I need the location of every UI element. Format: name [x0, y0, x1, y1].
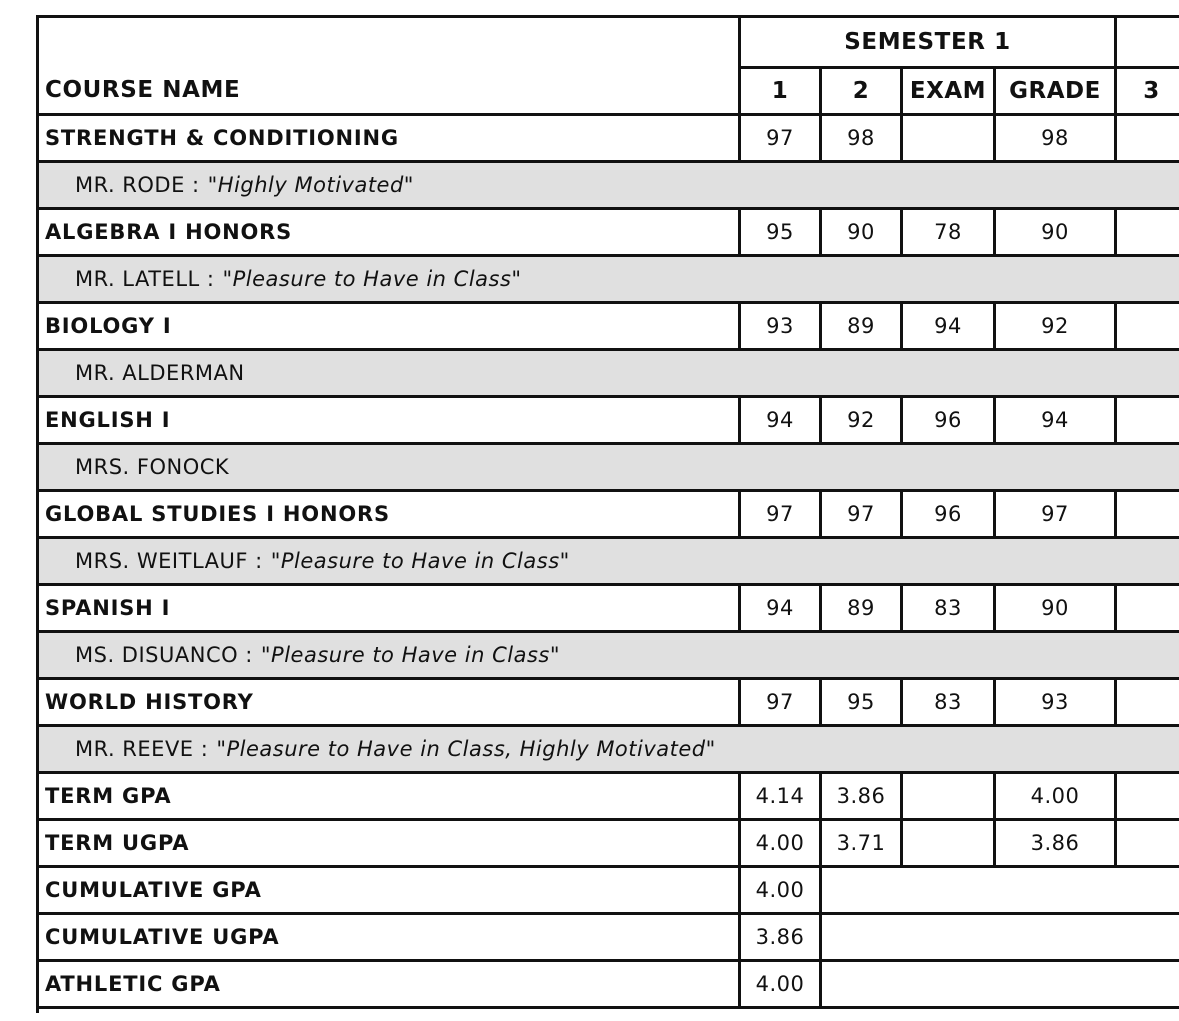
course-name: BIOLOGY I — [39, 304, 741, 351]
cumulative-ugpa-value: 3.86 — [741, 915, 822, 962]
teacher-comment-row — [39, 351, 1179, 398]
quarter-3-score — [1117, 586, 1179, 633]
cumulative-gpa-label: CUMULATIVE GPA — [39, 868, 741, 915]
exam-score: 94 — [903, 304, 996, 351]
teacher-comment-row — [39, 633, 1179, 680]
final-grade: 97 — [996, 492, 1117, 539]
quarter-3-score — [1117, 304, 1179, 351]
exam-score — [903, 116, 996, 163]
course-name-header: COURSE NAME — [39, 18, 741, 116]
final-grade: 94 — [996, 398, 1117, 445]
teacher-comment-row — [39, 163, 1179, 210]
quarter-1-score: 95 — [741, 210, 822, 257]
quarter-2-score: 90 — [822, 210, 903, 257]
quarter-2-score: 89 — [822, 586, 903, 633]
teacher-comment: "Pleasure to Have in Class" — [270, 549, 570, 573]
term-ugpa-exam — [903, 821, 996, 868]
teacher-comment-row — [39, 257, 1179, 304]
semester-header: SEMESTER 1 — [741, 18, 1117, 69]
term-gpa-quarter-2: 3.86 — [822, 774, 903, 821]
exam-score: 83 — [903, 680, 996, 727]
teacher-name: MR. RODE : — [75, 173, 200, 197]
term-ugpa-quarter-2: 3.71 — [822, 821, 903, 868]
athletic-gpa-blank — [822, 962, 1179, 1009]
quarter-1-score: 97 — [741, 116, 822, 163]
teacher-name: MR. REEVE : — [75, 737, 209, 761]
quarter-3-score — [1117, 492, 1179, 539]
teacher-comment-row — [39, 445, 1179, 492]
athletic-gpa-value: 4.00 — [741, 962, 822, 1009]
column-header-quarter-2: 2 — [822, 69, 903, 116]
quarter-2-score: 97 — [822, 492, 903, 539]
term-gpa-label: TERM GPA — [39, 774, 741, 821]
cumulative-ugpa-blank — [822, 915, 1179, 962]
term-ugpa-grade: 3.86 — [996, 821, 1117, 868]
teacher-name: MS. DISUANCO : — [75, 643, 253, 667]
athletic-gpa-label: ATHLETIC GPA — [39, 962, 741, 1009]
teacher-comment: "Pleasure to Have in Class" — [260, 643, 560, 667]
term-gpa-quarter-3 — [1117, 774, 1179, 821]
final-grade: 92 — [996, 304, 1117, 351]
course-name: GLOBAL STUDIES I HONORS — [39, 492, 741, 539]
teacher-name: MRS. WEITLAUF : — [75, 549, 263, 573]
column-header-quarter-1: 1 — [741, 69, 822, 116]
quarter-2-score: 98 — [822, 116, 903, 163]
final-grade: 90 — [996, 210, 1117, 257]
column-header-grade: GRADE — [996, 69, 1117, 116]
column-header-quarter-3: 3 — [1117, 69, 1179, 116]
quarter-1-score: 97 — [741, 680, 822, 727]
final-grade: 98 — [996, 116, 1117, 163]
teacher-comment: "Highly Motivated" — [207, 173, 414, 197]
cumulative-gpa-blank — [822, 868, 1179, 915]
term-gpa-exam — [903, 774, 996, 821]
quarter-1-score: 97 — [741, 492, 822, 539]
column-header-exam: EXAM — [903, 69, 996, 116]
course-name: ENGLISH I — [39, 398, 741, 445]
term-gpa-quarter-1: 4.14 — [741, 774, 822, 821]
quarter-2-score: 92 — [822, 398, 903, 445]
course-name: ALGEBRA I HONORS — [39, 210, 741, 257]
term-ugpa-quarter-3 — [1117, 821, 1179, 868]
quarter-3-score — [1117, 116, 1179, 163]
teacher-name: MR. ALDERMAN — [75, 361, 245, 385]
teacher-comment-row — [39, 727, 1179, 774]
cumulative-gpa-value: 4.00 — [741, 868, 822, 915]
exam-score: 78 — [903, 210, 996, 257]
teacher-name: MR. LATELL : — [75, 267, 215, 291]
course-name: WORLD HISTORY — [39, 680, 741, 727]
term-ugpa-label: TERM UGPA — [39, 821, 741, 868]
teacher-comment: "Pleasure to Have in Class, Highly Motivated" — [216, 737, 716, 761]
course-name: STRENGTH & CONDITIONING — [39, 116, 741, 163]
quarter-2-score: 95 — [822, 680, 903, 727]
cumulative-ugpa-label: CUMULATIVE UGPA — [39, 915, 741, 962]
exam-score: 96 — [903, 492, 996, 539]
term-gpa-grade: 4.00 — [996, 774, 1117, 821]
teacher-comment: "Pleasure to Have in Class" — [222, 267, 522, 291]
exam-score: 96 — [903, 398, 996, 445]
teacher-comment-row — [39, 539, 1179, 586]
teacher-name: MRS. FONOCK — [75, 455, 230, 479]
quarter-1-score: 94 — [741, 398, 822, 445]
report-card-table — [36, 15, 1179, 1013]
quarter-1-score: 93 — [741, 304, 822, 351]
final-grade: 90 — [996, 586, 1117, 633]
semester-2-header-cell — [1117, 18, 1179, 69]
quarter-1-score: 94 — [741, 586, 822, 633]
quarter-2-score: 89 — [822, 304, 903, 351]
exam-score: 83 — [903, 586, 996, 633]
term-ugpa-quarter-1: 4.00 — [741, 821, 822, 868]
final-grade: 93 — [996, 680, 1117, 727]
course-name: SPANISH I — [39, 586, 741, 633]
quarter-3-score — [1117, 680, 1179, 727]
quarter-3-score — [1117, 210, 1179, 257]
quarter-3-score — [1117, 398, 1179, 445]
